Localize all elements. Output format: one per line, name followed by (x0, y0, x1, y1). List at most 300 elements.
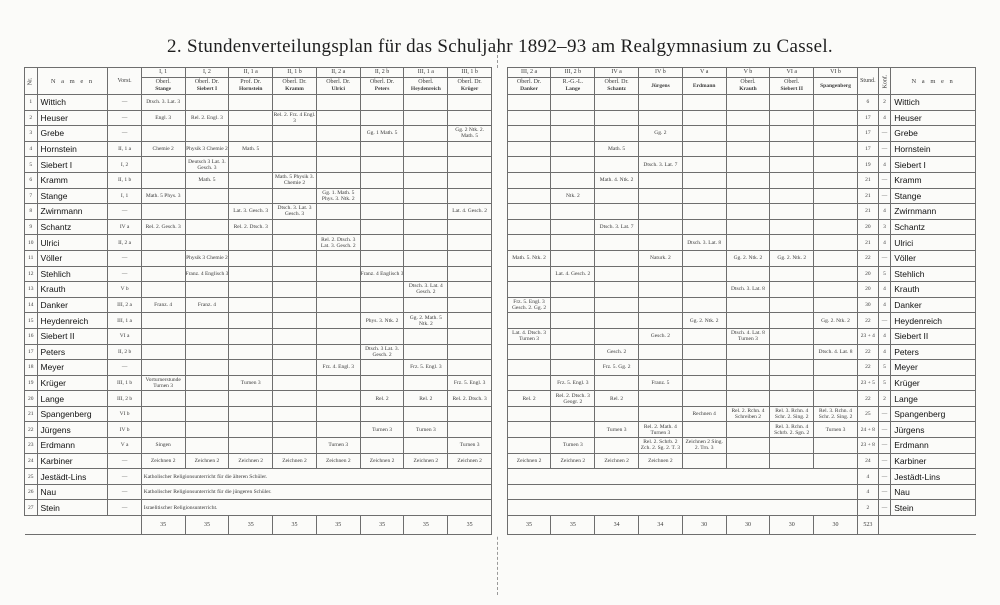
lesson-cell: Rel. 2. Dtsch. 3 (229, 219, 273, 235)
lesson-cell (682, 204, 726, 220)
lesson-cell (273, 188, 317, 204)
lesson-cell (273, 95, 317, 111)
lesson-cell (273, 375, 317, 391)
lesson-cell (551, 422, 595, 438)
note-cell-empty (507, 500, 857, 516)
lesson-cell (682, 95, 726, 111)
table-row (25, 328, 976, 344)
lesson-cell (229, 406, 273, 422)
lesson-cell (404, 406, 448, 422)
lesson-cell (316, 250, 360, 266)
lesson-cell (507, 438, 551, 454)
teacher-name: Zwirnmann (37, 204, 108, 220)
lesson-cell (595, 235, 639, 251)
gap-cell (492, 375, 508, 391)
lesson-cell (770, 391, 814, 407)
lesson-cell (814, 219, 858, 235)
lesson-cell (448, 95, 492, 111)
lesson-cell (682, 297, 726, 313)
lesson-cell (639, 313, 683, 329)
lesson-cell (185, 282, 229, 298)
teacher-name: Karbiner (37, 453, 108, 469)
lesson-cell (770, 157, 814, 173)
teacher-rank: Prof. Dr. (240, 79, 262, 85)
lesson-cell (639, 172, 683, 188)
lesson-cell (595, 297, 639, 313)
lesson-cell (770, 375, 814, 391)
totals-blank (878, 516, 975, 535)
teacher-name: Völler (37, 250, 108, 266)
lesson-cell: Math. 5 Physik 3. Chemie 2 (273, 172, 317, 188)
class-header: III, 1 a (404, 68, 448, 78)
lesson-cell (273, 344, 317, 360)
lesson-cell: Lat. 4. Gesch. 2 (448, 204, 492, 220)
table-row (25, 484, 976, 500)
teacher-name-right: Nau (891, 484, 976, 500)
lesson-cell (551, 204, 595, 220)
row-konf: 5 (878, 375, 891, 391)
header-row-classes (25, 68, 976, 78)
lesson-cell (770, 266, 814, 282)
lesson-cell (726, 453, 770, 469)
row-vorst: — (108, 250, 141, 266)
total-cell: 35 (185, 516, 229, 535)
lesson-cell (595, 406, 639, 422)
lesson-cell (726, 375, 770, 391)
row-hours: 20 (857, 266, 878, 282)
teacher-name: Spangenberg (37, 406, 108, 422)
lesson-cell (316, 95, 360, 111)
lesson-cell (507, 235, 551, 251)
lesson-cell (814, 172, 858, 188)
lesson-cell (551, 95, 595, 111)
lesson-cell (229, 157, 273, 173)
teacher-name: Krauth (37, 282, 108, 298)
col-stund-header: Stund. (857, 68, 878, 95)
teacher-name-right: Krauth (891, 282, 976, 298)
row-konf: — (878, 172, 891, 188)
lesson-cell (770, 235, 814, 251)
class-teacher-header (814, 78, 858, 95)
row-konf: 4 (878, 157, 891, 173)
lesson-cell: Dtsch. 3. Lat. 7 (595, 219, 639, 235)
gap-cell (492, 500, 508, 516)
lesson-cell (316, 204, 360, 220)
row-vorst: — (108, 360, 141, 376)
lesson-cell (316, 172, 360, 188)
row-vorst: III, 1 b (108, 375, 141, 391)
lesson-cell (273, 282, 317, 298)
lesson-cell: Gg. 2. Ntk. 2 (726, 250, 770, 266)
lesson-cell: Zeichnen 2 (551, 453, 595, 469)
lesson-cell (551, 157, 595, 173)
lesson-cell (814, 110, 858, 126)
teacher-rank: Oberl. Dr. (369, 79, 395, 85)
lesson-cell (595, 157, 639, 173)
lesson-cell (814, 391, 858, 407)
class-teacher-header (141, 78, 185, 95)
lesson-cell (185, 204, 229, 220)
row-number: 10 (25, 235, 38, 251)
lesson-cell: Zeichnen 2 (507, 453, 551, 469)
lesson-cell (404, 126, 448, 142)
teacher-name-right: Schantz (891, 219, 976, 235)
row-konf: — (878, 313, 891, 329)
row-konf: 5 (878, 266, 891, 282)
row-number: 19 (25, 375, 38, 391)
lesson-cell: Turnen 3 (595, 422, 639, 438)
lesson-cell: Phys. 3. Ntk. 2 (360, 313, 404, 329)
lesson-cell (639, 266, 683, 282)
lesson-cell (404, 438, 448, 454)
lesson-cell (814, 188, 858, 204)
class-header: III, 2 a (507, 68, 551, 78)
table-row (25, 250, 976, 266)
lesson-cell: Gesch. 2 (595, 344, 639, 360)
lesson-cell: Rel. 2. Math. 4 Turnen 3 (639, 422, 683, 438)
lesson-cell (404, 204, 448, 220)
lesson-cell (404, 344, 448, 360)
total-cell: 35 (360, 516, 404, 535)
row-konf: 3 (878, 219, 891, 235)
lesson-cell (551, 282, 595, 298)
lesson-cell (770, 110, 814, 126)
totals-row (25, 516, 976, 535)
lesson-cell (229, 282, 273, 298)
total-cell: 34 (639, 516, 683, 535)
lesson-cell: Lat. 4. Gesch. 2 (551, 266, 595, 282)
class-teacher-header (507, 78, 551, 95)
teacher-rank: R.-G.-L. (562, 79, 584, 85)
gap-cell (492, 328, 508, 344)
lesson-cell (726, 157, 770, 173)
lesson-cell (448, 141, 492, 157)
lesson-cell: Frz. 5. Engl. 3 (551, 375, 595, 391)
lesson-cell: Dtsch. 3. Lat. 8 (682, 235, 726, 251)
row-hours: 2 (857, 500, 878, 516)
lesson-cell: Lat. 3. Gesch. 3 (229, 204, 273, 220)
lesson-cell: Math. 5. Ntk. 2 (507, 250, 551, 266)
teacher-name: Kramm (37, 172, 108, 188)
lesson-cell: Zeichnen 2 (639, 453, 683, 469)
lesson-cell (595, 204, 639, 220)
lesson-cell (639, 297, 683, 313)
table-row (25, 500, 976, 516)
lesson-cell (770, 344, 814, 360)
lesson-cell: Naturk. 2 (639, 250, 683, 266)
lesson-cell (682, 250, 726, 266)
lesson-cell (360, 219, 404, 235)
row-hours: 23 + 8 (857, 438, 878, 454)
row-konf: — (878, 422, 891, 438)
lesson-cell (507, 266, 551, 282)
lesson-cell: Zeichnen 2 (229, 453, 273, 469)
lesson-cell (595, 313, 639, 329)
row-hours: 20 (857, 219, 878, 235)
row-number: 9 (25, 219, 38, 235)
lesson-cell: Rel. 2. Dtsch. 3 Geogr. 2 (551, 391, 595, 407)
row-konf: 4 (878, 204, 891, 220)
lesson-cell (404, 250, 448, 266)
lesson-cell: Rel. 2. Frz. 4 Engl. 3 (273, 111, 316, 124)
gap-cell (492, 391, 508, 407)
class-teacher-header (682, 78, 726, 95)
lesson-cell (229, 438, 273, 454)
teacher-name: Heydenreich (37, 313, 108, 329)
teacher-name-right: Zwirnmann (891, 204, 976, 220)
lesson-cell (141, 391, 185, 407)
class-teacher-header (229, 78, 273, 95)
class-teacher-header (595, 78, 639, 95)
row-vorst: — (108, 110, 141, 126)
row-hours: 21 (857, 204, 878, 220)
lesson-cell: Rel. 2. Rchn. 4 Schreiben 2 (726, 406, 770, 422)
class-teacher-header (770, 78, 814, 95)
lesson-cell (682, 453, 726, 469)
lesson-cell (814, 126, 858, 142)
lesson-cell: Math. 5 (595, 141, 639, 157)
lesson-cell (507, 110, 551, 126)
lesson-cell: Zeichnen 2 (448, 453, 492, 469)
lesson-cell (360, 282, 404, 298)
total-cell: 30 (814, 516, 858, 535)
teacher-rank: Oberl. (418, 79, 434, 85)
lesson-cell: Rel. 3. Rchn. 4 Schr. 2. Sing. 2 (770, 406, 814, 422)
lesson-cell (507, 375, 551, 391)
class-header: II, 1 a (229, 68, 273, 78)
teacher-name: Schantz (607, 86, 626, 92)
lesson-cell (273, 250, 317, 266)
lesson-cell (360, 235, 404, 251)
lesson-cell (404, 110, 448, 126)
lesson-cell (185, 438, 229, 454)
lesson-cell (185, 375, 229, 391)
lesson-cell (273, 313, 317, 329)
lesson-cell (185, 344, 229, 360)
table-row (25, 219, 976, 235)
gap-cell (492, 516, 508, 535)
gap-cell (492, 313, 508, 329)
row-hours: 17 (857, 141, 878, 157)
lesson-cell (682, 266, 726, 282)
table-row (25, 344, 976, 360)
lesson-cell (507, 204, 551, 220)
teacher-name: Stange (37, 188, 108, 204)
lesson-cell (316, 126, 360, 142)
lesson-cell (551, 235, 595, 251)
lesson-cell (316, 375, 360, 391)
teacher-name-right: Lange (891, 391, 976, 407)
lesson-cell (682, 360, 726, 376)
lesson-cell (814, 297, 858, 313)
teacher-name-right: Spangenberg (891, 406, 976, 422)
class-header: II, 2 a (316, 68, 360, 78)
lesson-cell (507, 126, 551, 142)
lesson-cell (770, 360, 814, 376)
gap-cell (492, 453, 508, 469)
lesson-cell (639, 282, 683, 298)
row-konf: 4 (878, 235, 891, 251)
lesson-cell (770, 282, 814, 298)
row-number: 20 (25, 391, 38, 407)
lesson-cell (141, 313, 185, 329)
lesson-cell: Dtsch. 3. Lat. 4 Gesch. 2 (404, 282, 448, 298)
lesson-cell (229, 95, 273, 111)
teacher-name: Spangenberg (820, 82, 851, 89)
teacher-name-right: Jürgens (891, 422, 976, 438)
teacher-name: Stein (37, 500, 108, 516)
row-vorst: III, 2 a (108, 297, 141, 313)
lesson-cell (185, 360, 229, 376)
lesson-cell (507, 360, 551, 376)
lesson-cell: Math. 5 (185, 172, 229, 188)
lesson-cell (770, 313, 814, 329)
gap-cell (492, 297, 508, 313)
total-cell: 35 (448, 516, 492, 535)
lesson-cell (229, 110, 273, 126)
lesson-cell (448, 172, 492, 188)
lesson-cell (551, 110, 595, 126)
table-row (25, 95, 976, 111)
lesson-cell (316, 266, 360, 282)
total-cell: 35 (507, 516, 551, 535)
teacher-name: Meyer (37, 360, 108, 376)
row-hours: 22 (857, 360, 878, 376)
lesson-cell (404, 95, 448, 111)
lesson-cell (551, 297, 595, 313)
lesson-cell (770, 172, 814, 188)
row-number: 11 (25, 250, 38, 266)
table-row (25, 422, 976, 438)
teacher-name: Krüger (37, 375, 108, 391)
note-cell-empty (507, 469, 857, 485)
lesson-cell (185, 188, 229, 204)
teacher-name: Heydenreich (410, 86, 441, 92)
row-vorst: VI b (108, 406, 141, 422)
lesson-cell (404, 375, 448, 391)
lesson-cell: Rel. 2. Dtsch. 3 (448, 391, 492, 407)
lesson-cell (814, 328, 858, 344)
lesson-cell (316, 297, 360, 313)
lesson-cell (229, 328, 273, 344)
lesson-cell (682, 344, 726, 360)
teacher-name: Krüger (460, 86, 479, 92)
teacher-name-right: Erdmann (891, 438, 976, 454)
class-header: IV b (639, 68, 683, 78)
row-hours: 22 (857, 313, 878, 329)
class-header: VI a (770, 68, 814, 78)
lesson-cell (141, 250, 185, 266)
class-header: V a (682, 68, 726, 78)
lesson-cell: Physik 3 Chemie 2 (185, 141, 229, 157)
lesson-cell: Zeichnen 2 (316, 453, 360, 469)
note-cell-empty (507, 484, 857, 500)
row-hours: 21 (857, 235, 878, 251)
row-vorst: III, 1 a (108, 313, 141, 329)
lesson-cell (141, 204, 185, 220)
class-teacher-header (726, 78, 770, 95)
lesson-cell (551, 406, 595, 422)
row-vorst: — (108, 469, 141, 485)
class-header: III, 1 b (448, 68, 492, 78)
lesson-cell (639, 235, 683, 251)
lesson-cell: Rel. 2. Schrb. 2 Zch. 2. Sg. 2. T. 3 (639, 438, 683, 454)
row-number: 5 (25, 157, 38, 173)
lesson-cell (639, 141, 683, 157)
lesson-cell: Turnen 3 (316, 438, 360, 454)
row-vorst: V a (108, 438, 141, 454)
row-vorst: IV b (108, 422, 141, 438)
lesson-cell (770, 297, 814, 313)
table-row (25, 282, 976, 298)
lesson-cell (360, 141, 404, 157)
lesson-cell: Rechnen 4 (682, 406, 726, 422)
row-konf: 5 (878, 360, 891, 376)
row-konf: 2 (878, 391, 891, 407)
lesson-cell (770, 438, 814, 454)
teacher-name-right: Peters (891, 344, 976, 360)
totals-blank (25, 516, 142, 535)
total-cell: 30 (770, 516, 814, 535)
row-hours: 4 (857, 484, 878, 500)
lesson-cell (770, 126, 814, 142)
row-konf: 4 (878, 344, 891, 360)
gap-cell (492, 344, 508, 360)
teacher-name: Siebert I (37, 157, 108, 173)
teacher-name: Jestädt-Lins (37, 469, 108, 485)
teacher-rank: Oberl. Dr. (282, 79, 307, 85)
teacher-name: Jürgens (37, 422, 108, 438)
teacher-name-right: Karbiner (891, 453, 976, 469)
teacher-name-right: Stehlich (891, 266, 976, 282)
lesson-cell (448, 219, 492, 235)
table-row (25, 438, 976, 454)
lesson-cell (360, 297, 404, 313)
teacher-name-right: Jestädt-Lins (891, 469, 976, 485)
gap-cell (492, 188, 508, 204)
lesson-cell (316, 328, 360, 344)
teacher-name-right: Siebert I (891, 157, 976, 173)
lesson-cell: Dtsch. 3. Lat. 8 (726, 282, 770, 298)
lesson-cell (448, 110, 492, 126)
lesson-cell: Turnen 3 (551, 438, 595, 454)
teacher-name-right: Meyer (891, 360, 976, 376)
lesson-cell (770, 453, 814, 469)
gap-cell (492, 95, 508, 111)
lesson-cell (448, 188, 492, 204)
teacher-rank: Oberl. Dr. (604, 79, 629, 85)
table-row (25, 469, 976, 485)
teacher-name-right: Völler (891, 250, 976, 266)
row-vorst: II, 1 a (108, 141, 141, 157)
lesson-cell (682, 219, 726, 235)
lesson-cell: Turnen 3 (448, 438, 492, 454)
lesson-cell (682, 172, 726, 188)
lesson-cell (639, 110, 683, 126)
lesson-cell (507, 188, 551, 204)
lesson-cell (316, 344, 360, 360)
lesson-cell (141, 235, 185, 251)
gap-cell (492, 266, 508, 282)
lesson-cell (726, 172, 770, 188)
lesson-cell (360, 406, 404, 422)
lesson-cell (595, 438, 639, 454)
lesson-cell (273, 141, 317, 157)
lesson-cell: Rel. 2 (507, 391, 551, 407)
lesson-cell: Deutsch 3 Lat. 3. Gesch. 3 (185, 157, 229, 173)
row-hours: 24 (857, 453, 878, 469)
lesson-cell (814, 250, 858, 266)
